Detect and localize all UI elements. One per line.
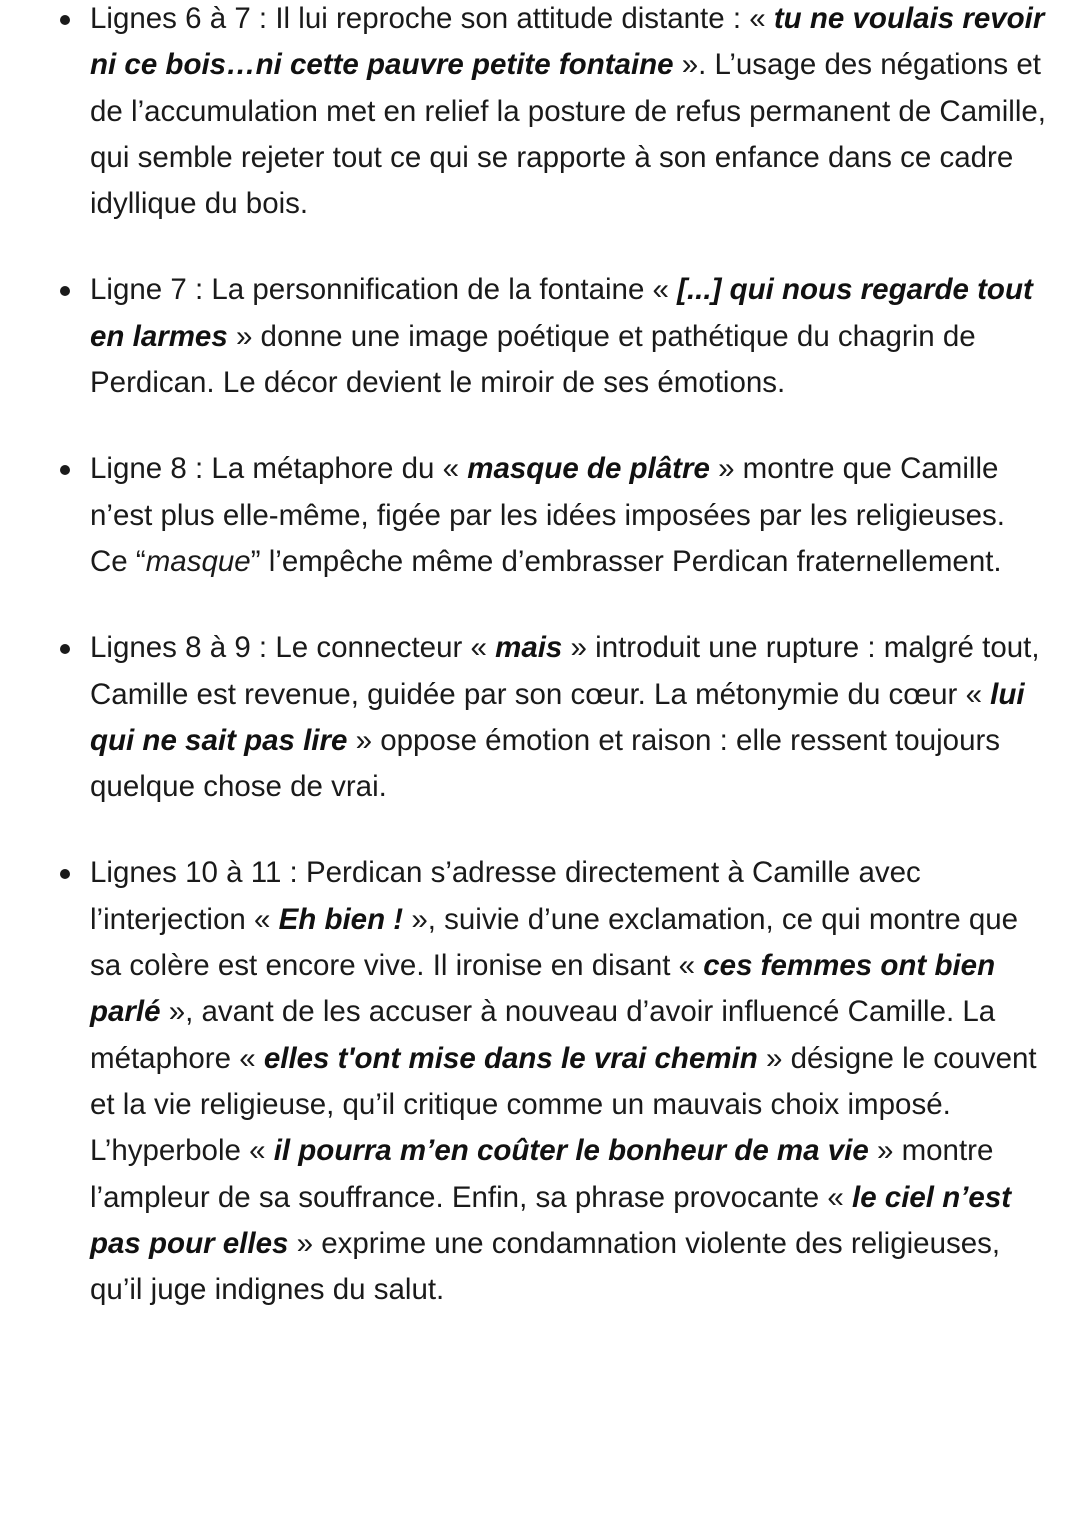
quotation-segment: [...] qui nous regarde tout en larmes	[90, 273, 1033, 353]
text-segment: Ligne 7 : La personnification de la fontaine «	[90, 273, 678, 307]
bullet-dot-icon	[60, 644, 70, 654]
bullet-item-lignes-8-9	[0, 625, 1080, 810]
quotation-segment: il pourra m’en coûter le bonheur de ma vie	[273, 1134, 869, 1168]
bullet-item-lignes-10-11	[0, 850, 1080, 1313]
bullet-dot-icon	[60, 465, 70, 475]
bullet-dot-icon	[60, 15, 70, 25]
bullet-dot-icon	[60, 869, 70, 879]
italic-segment: masque	[145, 544, 251, 578]
quotation-segment: Eh bien !	[278, 902, 404, 936]
quotation-segment: tu ne voulais revoir ni ce bois…ni cette pauvre petite fontaine	[90, 2, 1045, 82]
text-segment: » montre que Camille n’est plus elle-même, figée par les idées imposées par les religieuses. Ce “	[90, 452, 1005, 578]
text-segment: », avant de les accuser à nouveau d’avoir influencé Camille. La métaphore «	[90, 995, 996, 1075]
quotation-segment: ces femmes ont bien parlé	[90, 949, 996, 1029]
text-segment: ». L’usage des négations et de l’accumulation met en relief la posture de refus permanent de Camille, qui semble rejeter tout ce qui se rapporte à son enfance dans ce cadre idyllique du bois.	[90, 48, 1046, 221]
quotation-segment: le ciel n’est pas pour elles	[90, 1180, 1012, 1260]
bullet-dot-icon	[60, 286, 70, 296]
text-segment: Lignes 8 à 9 : Le connecteur «	[90, 631, 496, 665]
bullet-item-ligne-7	[0, 267, 1080, 406]
text-segment: » désigne le couvent et la vie religieuse, qu’il critique comme un mauvais choix imposé. L’hyperbole «	[90, 1041, 1037, 1168]
text-segment: Ligne 8 : La métaphore du «	[90, 452, 468, 486]
text-segment: » introduit une rupture : malgré tout, Camille est revenue, guidée par son cœur. La métonymie du cœur «	[90, 631, 1040, 711]
text-segment: » montre l’ampleur de sa souffrance. Enfin, sa phrase provocante «	[90, 1134, 994, 1214]
text-segment: ” l’empêche même d’embrasser Perdican fraternellement.	[250, 544, 1002, 578]
quotation-segment: mais	[495, 631, 563, 665]
text-segment: Lignes 6 à 7 : Il lui reproche son attitude distante : «	[90, 2, 774, 35]
text-segment: », suivie d’une exclamation, ce qui montre que sa colère est encore vive. Il ironise en disant «	[90, 902, 1019, 983]
quotation-segment: masque de plâtre	[467, 452, 710, 486]
quotation-segment: lui qui ne sait pas lire	[90, 677, 1025, 757]
text-segment: » donne une image poétique et pathétique du chagrin de Perdican. Le décor devient le miroir de ses émotions.	[90, 319, 976, 400]
bullet-item-lignes-6-7	[0, 0, 1080, 227]
text-segment: » exprime une condamnation violente des religieuses, qu’il juge indignes du salut.	[90, 1226, 1001, 1307]
text-segment: » oppose émotion et raison : elle ressent toujours quelque chose de vrai.	[90, 723, 1001, 804]
bullet-item-ligne-8	[0, 446, 1080, 585]
quotation-segment: elles t'ont mise dans le vrai chemin	[263, 1041, 758, 1075]
text-segment: Lignes 10 à 11 : Perdican s’adresse directement à Camille avec l’interjection «	[90, 856, 921, 936]
